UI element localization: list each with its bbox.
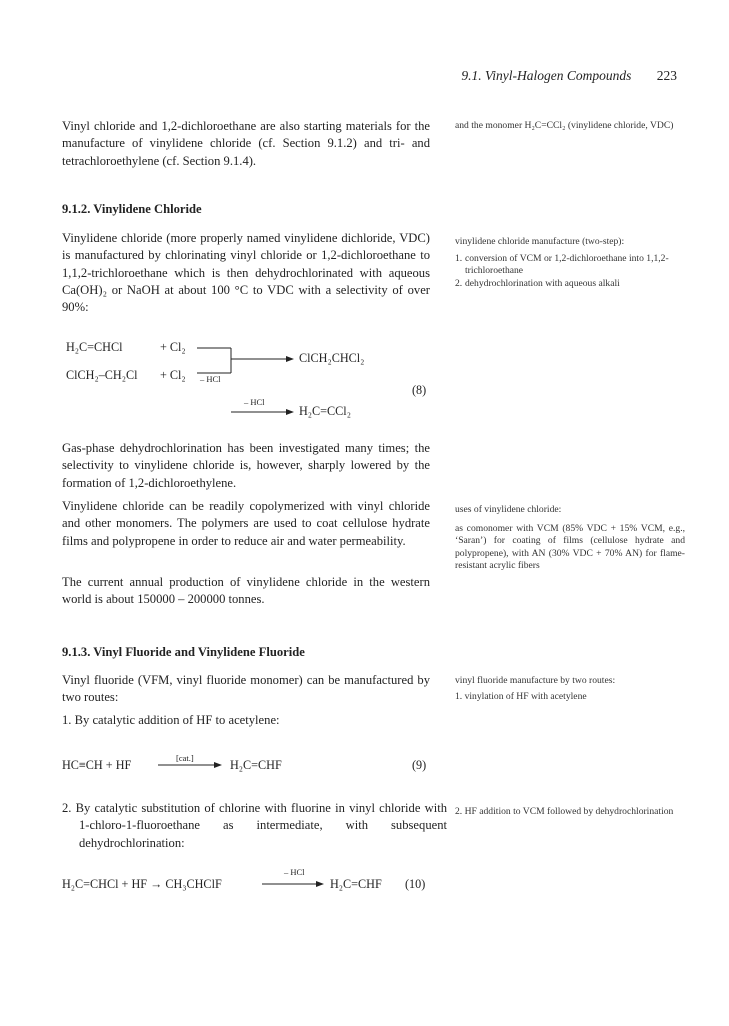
list-item: 1. conversion of VCM or 1,2-dichloroethane into 1,1,2-trichloroethane — [455, 252, 669, 277]
eq10-number: (10) — [405, 877, 426, 891]
eq8-plus-cl2-2: + Cl₂ — [160, 368, 186, 382]
eq9-left: HC≡CH + HF — [62, 758, 132, 772]
eq8-reactant-1: H₂C=CHCl — [66, 340, 123, 354]
copolymer-paragraph: Vinylidene chloride can be readily copolymerized with vinyl chloride and other monomers. The polymers are used to coat cellulose hydrate films and polypropene in order to reduce air and water permeability. — [62, 499, 430, 548]
eq8-number: (8) — [412, 383, 427, 397]
gas-phase-paragraph: Gas-phase dehydrochlorination has been investigated many times; the selectivity to vinylidene chloride is, however, sharply lowered by the formation of 1,2-dichloroethylene. — [62, 441, 430, 490]
route-2-text: 2. By catalytic substitution of chlorine with fluorine in vinyl chloride with 1-chloro-1-fluoroethane as intermediate, with subsequent dehydrochlorination: — [62, 801, 447, 850]
uses-margin-text: as comonomer with VCM (85% VDC + 15% VCM, e.g., ‘Saran’) for coating of films (cellulose hydrate and polypropene), with AN (30% VDC + 70% AN) for flame-resistant acrylic fibers — [455, 522, 685, 572]
eq8-plus-cl2-1: + Cl₂ — [160, 340, 186, 354]
eq8-product: H₂C=CCl₂ — [299, 404, 351, 418]
uses-margin-title: uses of vinylidene chloride: — [455, 504, 562, 515]
vdc-manufacture-paragraph: Vinylidene chloride (more properly named vinylidene dichloride, VDC) is manufactured by chlorinating vinyl chloride or 1,2-dichloroethane to 1,1,2-trichloroethane which is then dehydrochlorinated with aqueous Ca(OH)₂ or NaOH at about 100 °C to VDC with a selectivity of over 90%: — [62, 231, 430, 315]
section-heading-9-1-2: 9.1.2. Vinylidene Chloride — [62, 202, 202, 216]
section-heading-9-1-3: 9.1.3. Vinyl Fluoride and Vinylidene Fluoride — [62, 645, 305, 659]
route-1-text: 1. By catalytic addition of HF to acetylene: — [62, 713, 280, 727]
eq10-left: H₂C=CHCl + HF → CH₃CHClF — [62, 877, 222, 891]
eq10-condition: – HCl — [284, 867, 305, 877]
vf-margin-route-1: 1. vinylation of HF with acetylene — [455, 690, 587, 702]
vf-margin-route-2: 2. HF addition to VCM followed by dehydrochlorination — [455, 806, 674, 817]
vdc-margin-title: vinylidene chloride manufacture (two-step): — [455, 236, 625, 247]
vf-margin-title: vinyl fluoride manufacture by two routes: — [455, 675, 616, 686]
eq8-intermediate: ClCH₂CHCl₂ — [299, 351, 365, 365]
intro-margin-note: and the monomer H₂C=CCl₂ (vinylidene chloride, VDC) — [455, 120, 674, 131]
eq8-minus-hcl-2: – HCl — [244, 397, 265, 407]
list-item: 2. dehydrochlorination with aqueous alkali — [455, 277, 620, 289]
vfm-intro-paragraph: Vinyl fluoride (VFM, vinyl fluoride monomer) can be manufactured by two routes: — [62, 673, 430, 705]
eq9-number: (9) — [412, 758, 427, 772]
intro-paragraph: Vinyl chloride and 1,2-dichloroethane are also starting materials for the manufacture of vinylidene chloride (cf. Section 9.1.2) and tri- and tetrachloroethylene (cf. Section 9.1.4). — [62, 119, 430, 168]
page-number: 223 — [656, 68, 677, 83]
eq8-reactant-2: ClCH₂–CH₂Cl — [66, 368, 138, 382]
running-title: 9.1. Vinyl-Halogen Compounds — [461, 68, 632, 83]
production-paragraph: The current annual production of vinylidene chloride in the western world is about 150000 – 200000 tonnes. — [62, 575, 430, 607]
eq9-product: H₂C=CHF — [230, 758, 282, 772]
eq9-catalyst: [cat.] — [176, 753, 194, 763]
eq8-minus-hcl-1: – HCl — [200, 374, 221, 384]
eq10-product: H₂C=CHF — [330, 877, 382, 891]
